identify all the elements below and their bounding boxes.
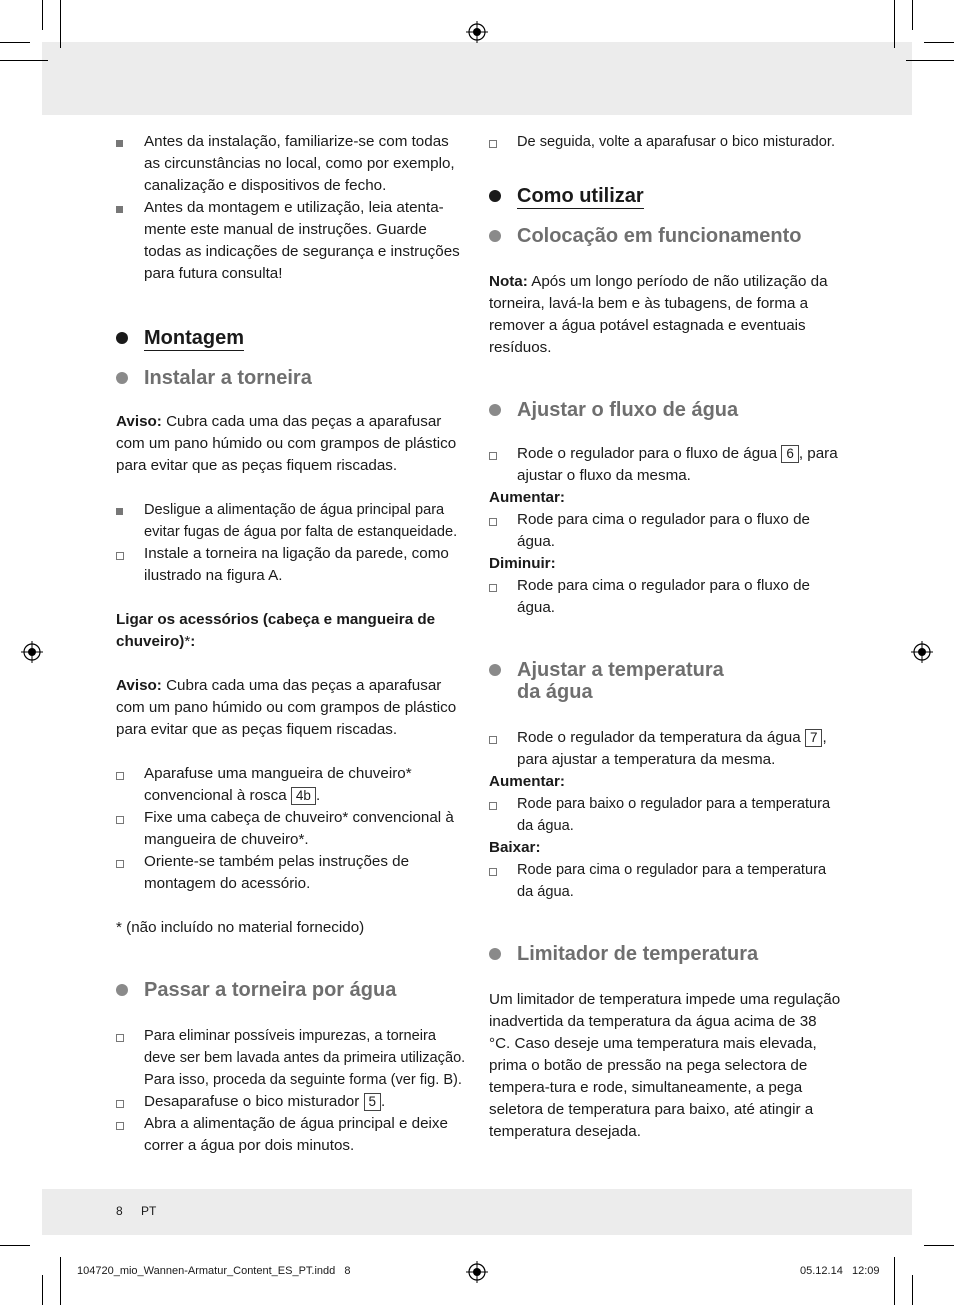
list-item: De seguida, volte a aparafusar o bico misturador.	[489, 131, 841, 153]
list-item: Oriente-se também pelas instruções de montagem do acessório.	[116, 851, 468, 895]
limiter-paragraph: Um limitador de temperatura impede uma regulação inadvertida da temperatura da água acima de 38 °C. Caso deseje uma temperatura mais elevada, prima o botão de pressão na pega selectora de tempera-tura e rode, simultaneamente, a pega seletora de temperatura para baixo, até atingir a temperatura desejada.	[489, 991, 841, 1140]
part-reference-badge: 5	[364, 1093, 382, 1111]
print-date: 05.12.14 12:09	[800, 1265, 880, 1277]
list-item: Desligue a alimentação de água principal para evitar fugas de água por falta de estanqueidade.	[116, 499, 468, 543]
bullet-dot-icon	[489, 404, 501, 416]
part-reference-badge: 4b	[291, 787, 316, 805]
list-item: Desaparafuse o bico misturador 5 .	[116, 1091, 468, 1113]
label-aumentar: Aumentar:	[489, 773, 565, 790]
checkbox-bullet-icon	[489, 452, 497, 460]
language-code: PT	[141, 1204, 157, 1218]
bullet-dot-icon	[489, 664, 501, 676]
crop-mark	[894, 1257, 895, 1305]
checkbox-bullet-icon	[489, 736, 497, 744]
print-file-name: 104720_mio_Wannen-Armatur_Content_ES_PT.indd 8	[77, 1265, 351, 1277]
checkbox-bullet-icon	[489, 802, 497, 810]
right-column	[489, 131, 841, 1143]
registration-mark-icon	[466, 21, 488, 43]
subsection-heading-passar: Passar a torneira por água	[116, 979, 468, 1001]
crop-mark	[906, 60, 954, 61]
crop-mark	[912, 0, 913, 30]
crop-mark	[42, 0, 43, 30]
crop-mark	[924, 42, 954, 43]
part-reference-badge: 6	[781, 445, 799, 463]
list-item: Para eliminar possíveis impurezas, a torneira deve ser bem lavada antes da primeira utilização. Para isso, proceda da seguinte forma (ver fig. B).	[116, 1025, 468, 1091]
subsection-heading-colocacao: Colocação em funcionamento	[489, 225, 841, 247]
square-bullet-icon	[116, 206, 123, 213]
crop-mark	[0, 42, 30, 43]
checkbox-bullet-icon	[489, 140, 497, 148]
part-reference-badge: 7	[805, 729, 823, 747]
warning-paragraph: Aviso: Cubra cada uma das peças a aparafusar com um pano húmido ou com grampos de plástico para evitar que as peças fiquem riscadas.	[116, 413, 457, 474]
list-item: Aparafuse uma mangueira de chuveiro* convencional à rosca 4b .	[116, 763, 468, 807]
bullet-dot-icon	[489, 948, 501, 960]
subsection-heading-fluxo: Ajustar o fluxo de água	[489, 399, 841, 421]
list-item: Rode para baixo o regulador para a temperatura da água.	[489, 793, 841, 837]
checkbox-bullet-icon	[489, 584, 497, 592]
checkbox-bullet-icon	[116, 1034, 124, 1042]
subsection-heading-temperatura: Ajustar a temperatura da água	[489, 659, 841, 703]
list-item: Instale a torneira na ligação da parede, como ilustrado na figura A.	[116, 543, 468, 587]
warning-paragraph: Aviso: Cubra cada uma das peças a aparafusar com um pano húmido ou com grampos de plástico para evitar que as peças fiquem riscadas.	[116, 677, 457, 738]
checkbox-bullet-icon	[116, 1122, 124, 1130]
checkbox-bullet-icon	[116, 772, 124, 780]
page-number: 8	[116, 1204, 123, 1218]
bullet-dot-icon	[116, 984, 128, 996]
list-item: Antes da instalação, familiarize-se com todas as circunstâncias no local, como por exemplo, canalização e dispositivos de fecho.	[116, 131, 468, 197]
label-diminuir: Diminuir:	[489, 555, 556, 572]
checkbox-bullet-icon	[116, 1100, 124, 1108]
bullet-dot-icon	[116, 332, 128, 344]
subsection-heading-instalar: Instalar a torneira	[116, 367, 468, 389]
label-baixar: Baixar:	[489, 839, 541, 856]
square-bullet-icon	[116, 140, 123, 147]
footer-band	[42, 1189, 912, 1235]
bullet-dot-icon	[116, 372, 128, 384]
registration-mark-icon	[911, 641, 933, 663]
subsection-heading-limitador: Limitador de temperatura	[489, 943, 841, 965]
list-item: Abra a alimentação de água principal e deixe correr a água por dois minutos.	[116, 1113, 468, 1157]
label-aumentar: Aumentar:	[489, 489, 565, 506]
list-item: Rode para cima o regulador para o fluxo de água.	[489, 575, 841, 619]
crop-mark	[42, 1275, 43, 1305]
crop-mark	[60, 0, 61, 48]
bullet-dot-icon	[489, 230, 501, 242]
list-item: Rode o regulador para o fluxo de água 6 , para ajustar o fluxo da mesma.	[489, 443, 841, 487]
crop-mark	[894, 0, 895, 48]
crop-mark	[0, 1245, 30, 1246]
registration-mark-icon	[21, 641, 43, 663]
list-item: Fixe uma cabeça de chuveiro* convencional à mangueira de chuveiro*.	[116, 807, 468, 851]
footnote: * (não incluído no material fornecido)	[116, 919, 365, 936]
checkbox-bullet-icon	[489, 868, 497, 876]
crop-mark	[912, 1275, 913, 1305]
registration-mark-icon	[466, 1261, 488, 1283]
bullet-dot-icon	[489, 190, 501, 202]
checkbox-bullet-icon	[116, 816, 124, 824]
list-item: Rode o regulador da temperatura da água 7 , para ajustar a temperatura da mesma.	[489, 727, 841, 771]
square-bullet-icon	[116, 508, 123, 515]
left-column	[116, 131, 468, 1157]
list-item: Antes da montagem e utilização, leia atenta-mente este manual de instruções. Guarde todas as indicações de segurança e instruções para futura consulta!	[116, 197, 468, 285]
checkbox-bullet-icon	[116, 860, 124, 868]
note-paragraph: Nota: Após um longo período de não utilização da torneira, lavá-la bem e às tubagens, de forma a remover a água potável estagnada e eventuais resíduos.	[489, 273, 828, 356]
subheading-ligar-acessorios: Ligar os acessórios (cabeça e mangueira de chuveiro)*:	[116, 611, 436, 650]
checkbox-bullet-icon	[489, 518, 497, 526]
header-band	[42, 42, 912, 115]
crop-mark	[924, 1245, 954, 1246]
list-item: Rode para cima o regulador para a temperatura da água.	[489, 859, 841, 903]
section-heading-como-utilizar: Como utilizar	[489, 183, 841, 209]
list-item: Rode para cima o regulador para o fluxo de água.	[489, 509, 841, 553]
checkbox-bullet-icon	[116, 552, 124, 560]
section-heading-montagem: Montagem	[116, 325, 468, 351]
crop-mark	[0, 60, 48, 61]
crop-mark	[60, 1257, 61, 1305]
